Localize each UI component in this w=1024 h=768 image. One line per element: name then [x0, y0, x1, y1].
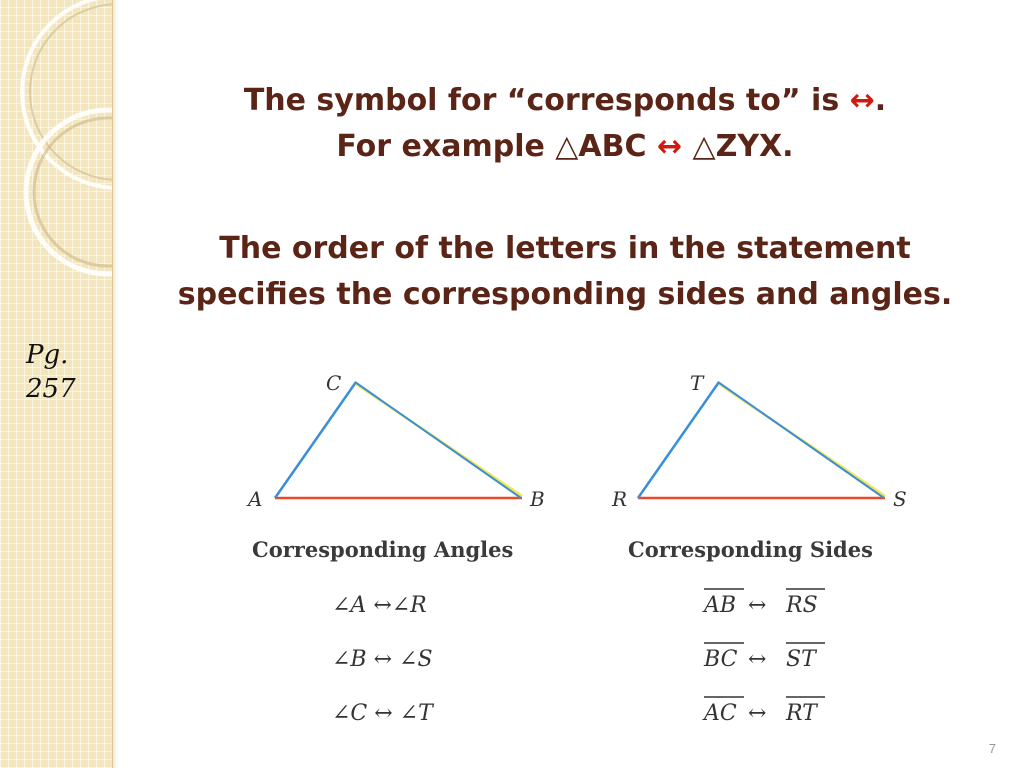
svg-text:RS: RS [786, 593, 818, 618]
side-row [702, 589, 825, 618]
vertex-b-label: B [530, 487, 545, 511]
svg-text:↔: ↔ [748, 701, 767, 726]
vertex-t-label: T [690, 371, 704, 395]
page-reference-number: 257 [26, 374, 76, 404]
side-row [702, 697, 825, 726]
sides-heading: Corresponding Sides [628, 537, 873, 562]
svg-text:↔: ↔ [748, 647, 767, 672]
svg-text:RT: RT [786, 701, 817, 726]
triangle-abc [246, 371, 545, 511]
angles-heading: Corresponding Angles [252, 537, 514, 562]
triangle-rst [611, 371, 907, 511]
svg-text:AC: AC [704, 701, 737, 726]
svg-text:AB: AB [704, 593, 737, 618]
title-line-3: The order of the letters in the statement [219, 231, 911, 266]
svg-text:ST: ST [786, 647, 816, 672]
page-reference-label: Pg. [26, 340, 69, 370]
title-line-1: The symbol for “corresponds to” is ↔. [243, 83, 887, 118]
corresponds-symbol-example: ↔ [656, 129, 683, 164]
angle-row: ∠A ↔∠R [332, 593, 427, 618]
side-st [718, 382, 884, 498]
angle-row: ∠B ↔ ∠S [332, 647, 433, 672]
slide-number: 7 [988, 741, 996, 756]
svg-text:↔: ↔ [748, 593, 767, 618]
title-line-2: For example △ABC ↔ △ZYX. [336, 129, 794, 164]
side-bc [355, 382, 521, 498]
side-ac [275, 382, 356, 498]
side-rt [638, 382, 719, 498]
angle-row: ∠C ↔ ∠T [332, 701, 433, 726]
vertex-a-label: A [248, 487, 263, 511]
svg-text:BC: BC [704, 647, 738, 672]
title-line-4: specifies the corresponding sides and angles. [177, 277, 953, 312]
corresponds-symbol: ↔ [849, 83, 875, 118]
side-row [703, 643, 825, 672]
vertex-c-label: C [326, 371, 342, 395]
vertex-r-label: R [612, 487, 628, 511]
vertex-s-label: S [893, 487, 907, 511]
